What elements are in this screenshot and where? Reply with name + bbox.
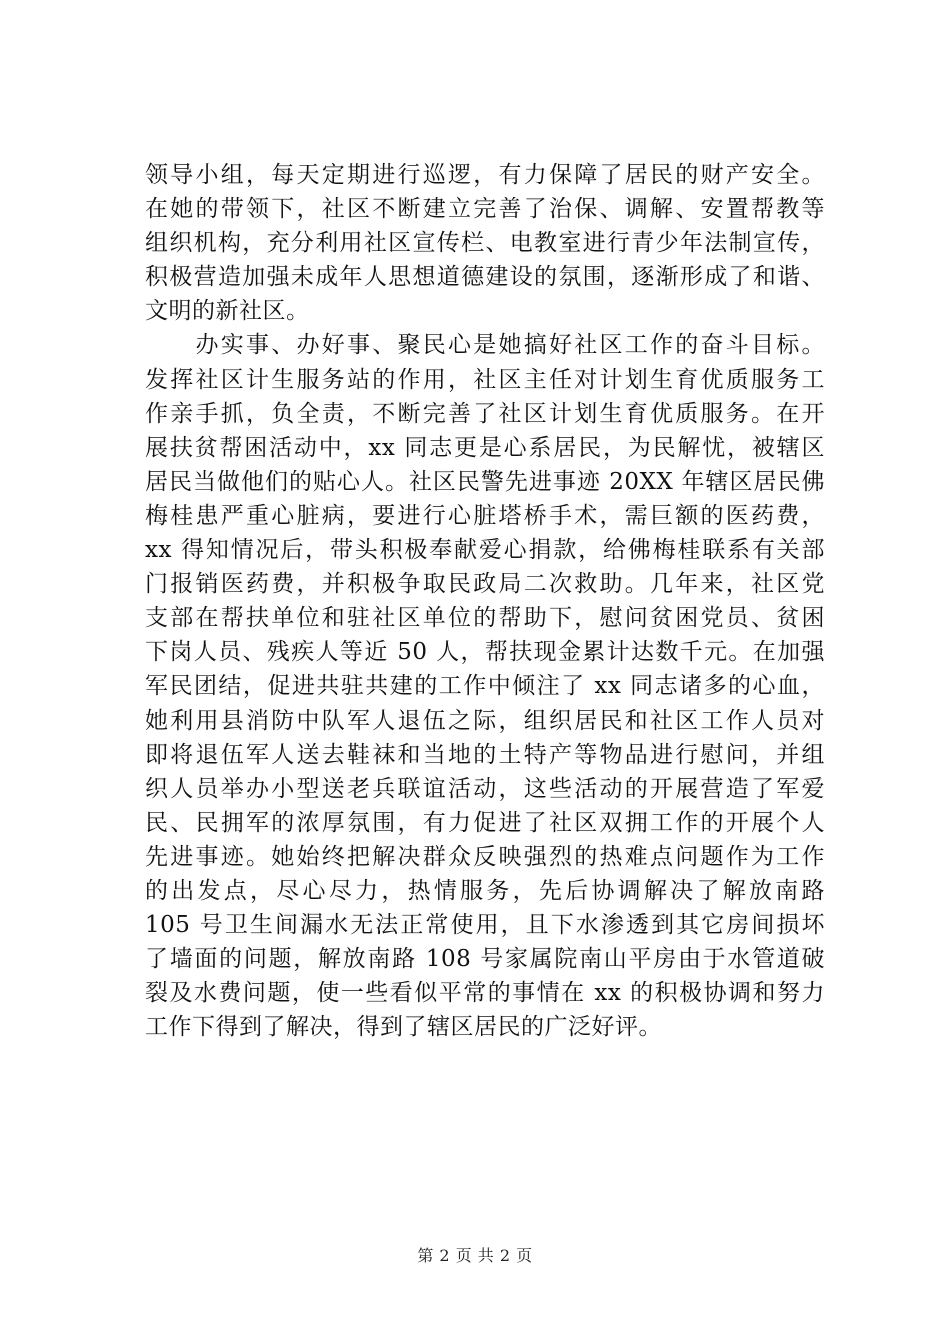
text-line: xx 得知情况后，带头积极奉献爱心捐款，给佛梅桂联系有关部 [145, 537, 825, 564]
text-line: 了墙面的问题，解放南路 108 号家属院南山平房由于水管道破 [145, 946, 825, 973]
text-line: 即将退伍军人送去鞋袜和当地的土特产等物品进行慰问，并组 [145, 741, 825, 768]
text-line: 积极营造加强未成年人思想道德建设的氛围，逐渐形成了和谐、 [145, 264, 825, 291]
text-line: 105 号卫生间漏水无法正常使用，且下水渗透到其它房间损坏 [145, 912, 825, 939]
text-line: 在她的带领下，社区不断建立完善了治保、调解、安置帮教等 [145, 196, 825, 223]
text-line: 发挥社区计生服务站的作用，社区主任对计划生育优质服务工 [145, 366, 825, 393]
text-line: 居民当做他们的贴心人。社区民警先进事迹 20XX 年辖区居民佛 [145, 468, 825, 495]
body-text [145, 158, 825, 1044]
text-line: 工作下得到了解决，得到了辖区居民的广泛好评。 [145, 1014, 662, 1041]
text-line: 文明的新社区。 [145, 298, 310, 325]
text-line: 支部在帮扶单位和驻社区单位的帮助下，慰问贫困党员、贫困 [145, 605, 825, 632]
text-line: 军民团结，促进共驻共建的工作中倾注了 xx 同志诸多的心血， [145, 673, 825, 700]
text-line: 下岗人员、残疾人等近 50 人，帮扶现金累计达数千元。在加强 [145, 639, 825, 666]
text-line: 的出发点，尽心尽力，热情服务，先后协调解决了解放南路 [145, 877, 825, 904]
text-line: 民、民拥军的浓厚氛围，有力促进了社区双拥工作的开展个人 [145, 809, 825, 836]
text-line: 她利用县消防中队军人退伍之际，组织居民和社区工作人员对 [145, 707, 825, 734]
text-line: 组织机构，充分利用社区宣传栏、电教室进行青少年法制宣传， [145, 230, 825, 257]
text-line: 门报销医药费，并积极争取民政局二次救助。几年来，社区党 [145, 571, 825, 598]
text-line: 领导小组，每天定期进行巡逻，有力保障了居民的财产安全。 [145, 162, 825, 188]
text-line: 织人员举办小型送老兵联谊活动，这些活动的开展营造了军爱 [145, 775, 825, 802]
text-line: 展扶贫帮困活动中，xx 同志更是心系居民，为民解忧，被辖区 [145, 434, 825, 461]
text-line: 裂及水费问题，使一些看似平常的事情在 xx 的积极协调和努力 [145, 980, 825, 1007]
text-line: 梅桂患严重心脏病，要进行心脏塔桥手术，需巨额的医药费， [145, 502, 825, 529]
text-line: 办实事、办好事、聚民心是她搞好社区工作的奋斗目标。 [145, 332, 825, 359]
text-line: 作亲手抓，负全责，不断完善了社区计划生育优质服务。在开 [145, 400, 825, 427]
page-footer: 第 2 页 共 2 页 [417, 1246, 533, 1265]
text-line: 先进事迹。她始终把解决群众反映强烈的热难点问题作为工作 [145, 843, 825, 870]
